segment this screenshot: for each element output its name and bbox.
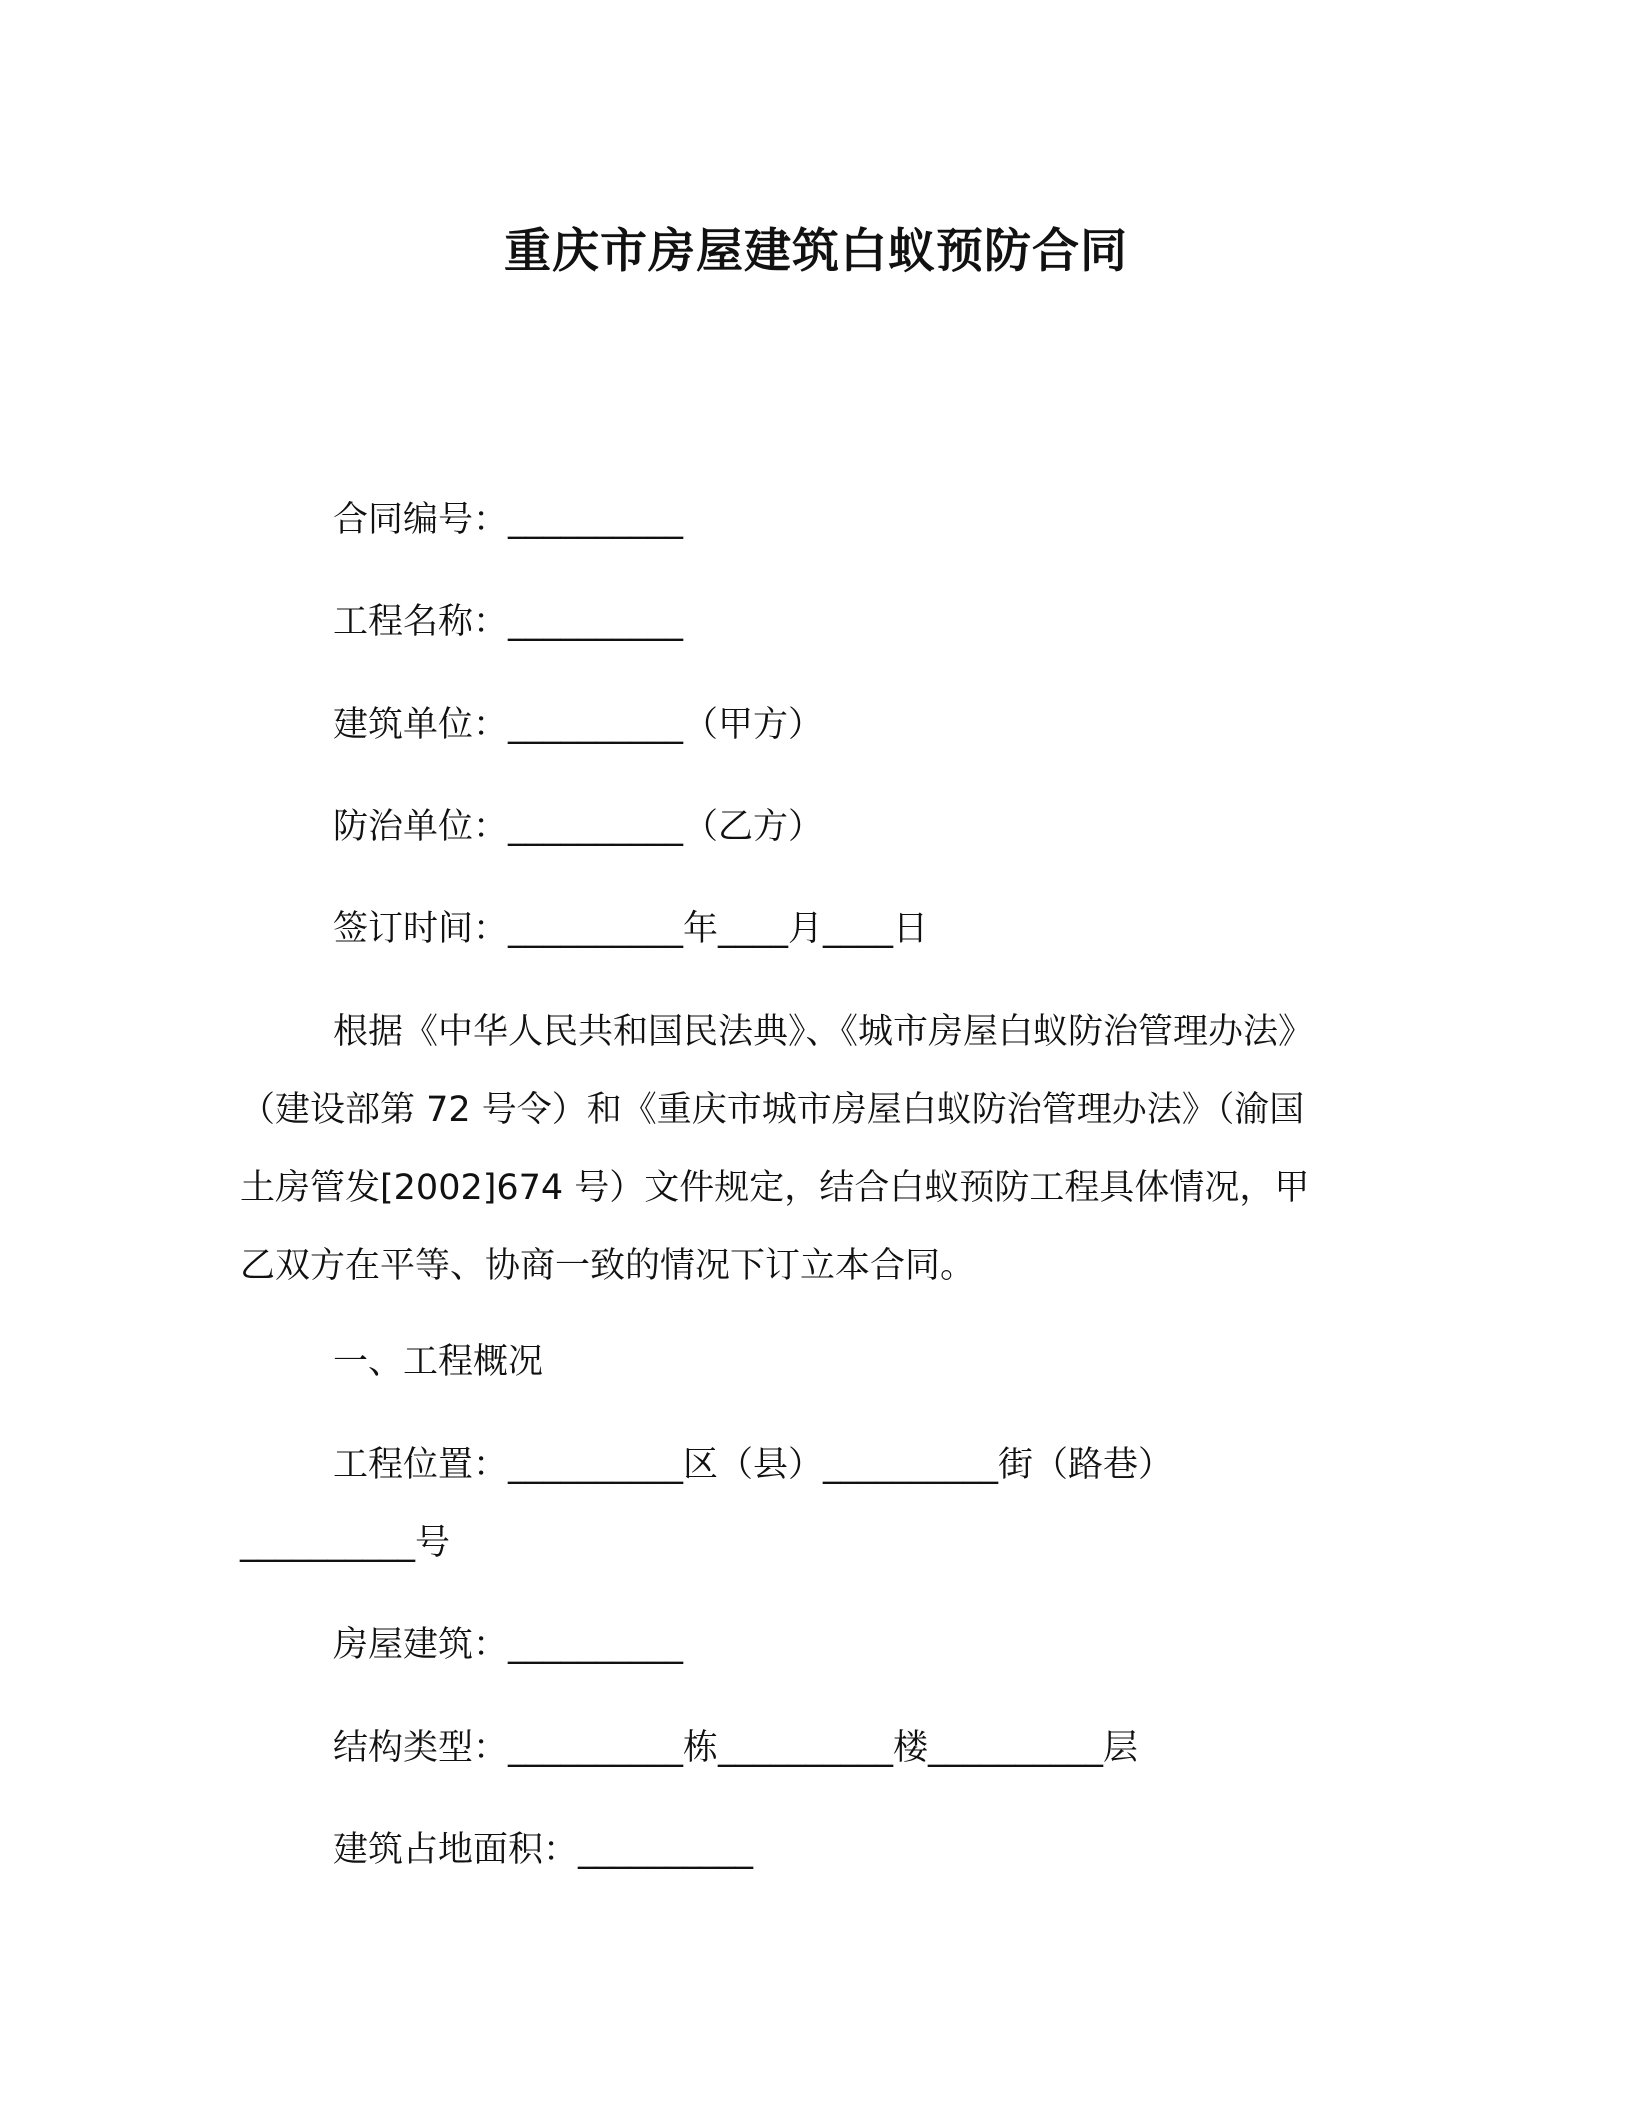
section-heading: 一、工程概况 [333,1342,544,1382]
builder-field: 建筑单位：__________（甲方） [333,705,824,745]
project-location-field-cont: __________号 [240,1523,451,1563]
footprint-area-field: 建筑占地面积：__________ [333,1830,754,1870]
structure-type-field: 结构类型：__________栋__________楼__________层 [333,1728,1139,1768]
preamble-paragraph [240,993,1400,1305]
contract-number-field: 合同编号：__________ [333,500,684,540]
controller-field: 防治单位：__________（乙方） [333,807,824,847]
preamble-line: 土房管发[2002]674 号）文件规定，结合白蚁预防工程具体情况，甲 [240,1168,1310,1208]
preamble-line: 乙双方在平等、协商一致的情况下订立本合同。 [240,1246,976,1286]
building-field: 房屋建筑：__________ [333,1625,684,1665]
project-location-field: 工程位置：__________区（县）__________街（路巷） [333,1445,1174,1485]
sign-date-field: 签订时间：__________年____月____日 [333,909,929,949]
project-name-field: 工程名称：__________ [333,602,684,642]
preamble-line: 根据《中华人民共和国民法典》、《城市房屋白蚁防治管理办法》 [333,1012,1314,1052]
preamble-line: （建设部第 72 号令）和《重庆市城市房屋白蚁防治管理办法》（渝国 [240,1090,1305,1130]
document-title: 重庆市房屋建筑白蚁预防合同 [504,224,1128,279]
